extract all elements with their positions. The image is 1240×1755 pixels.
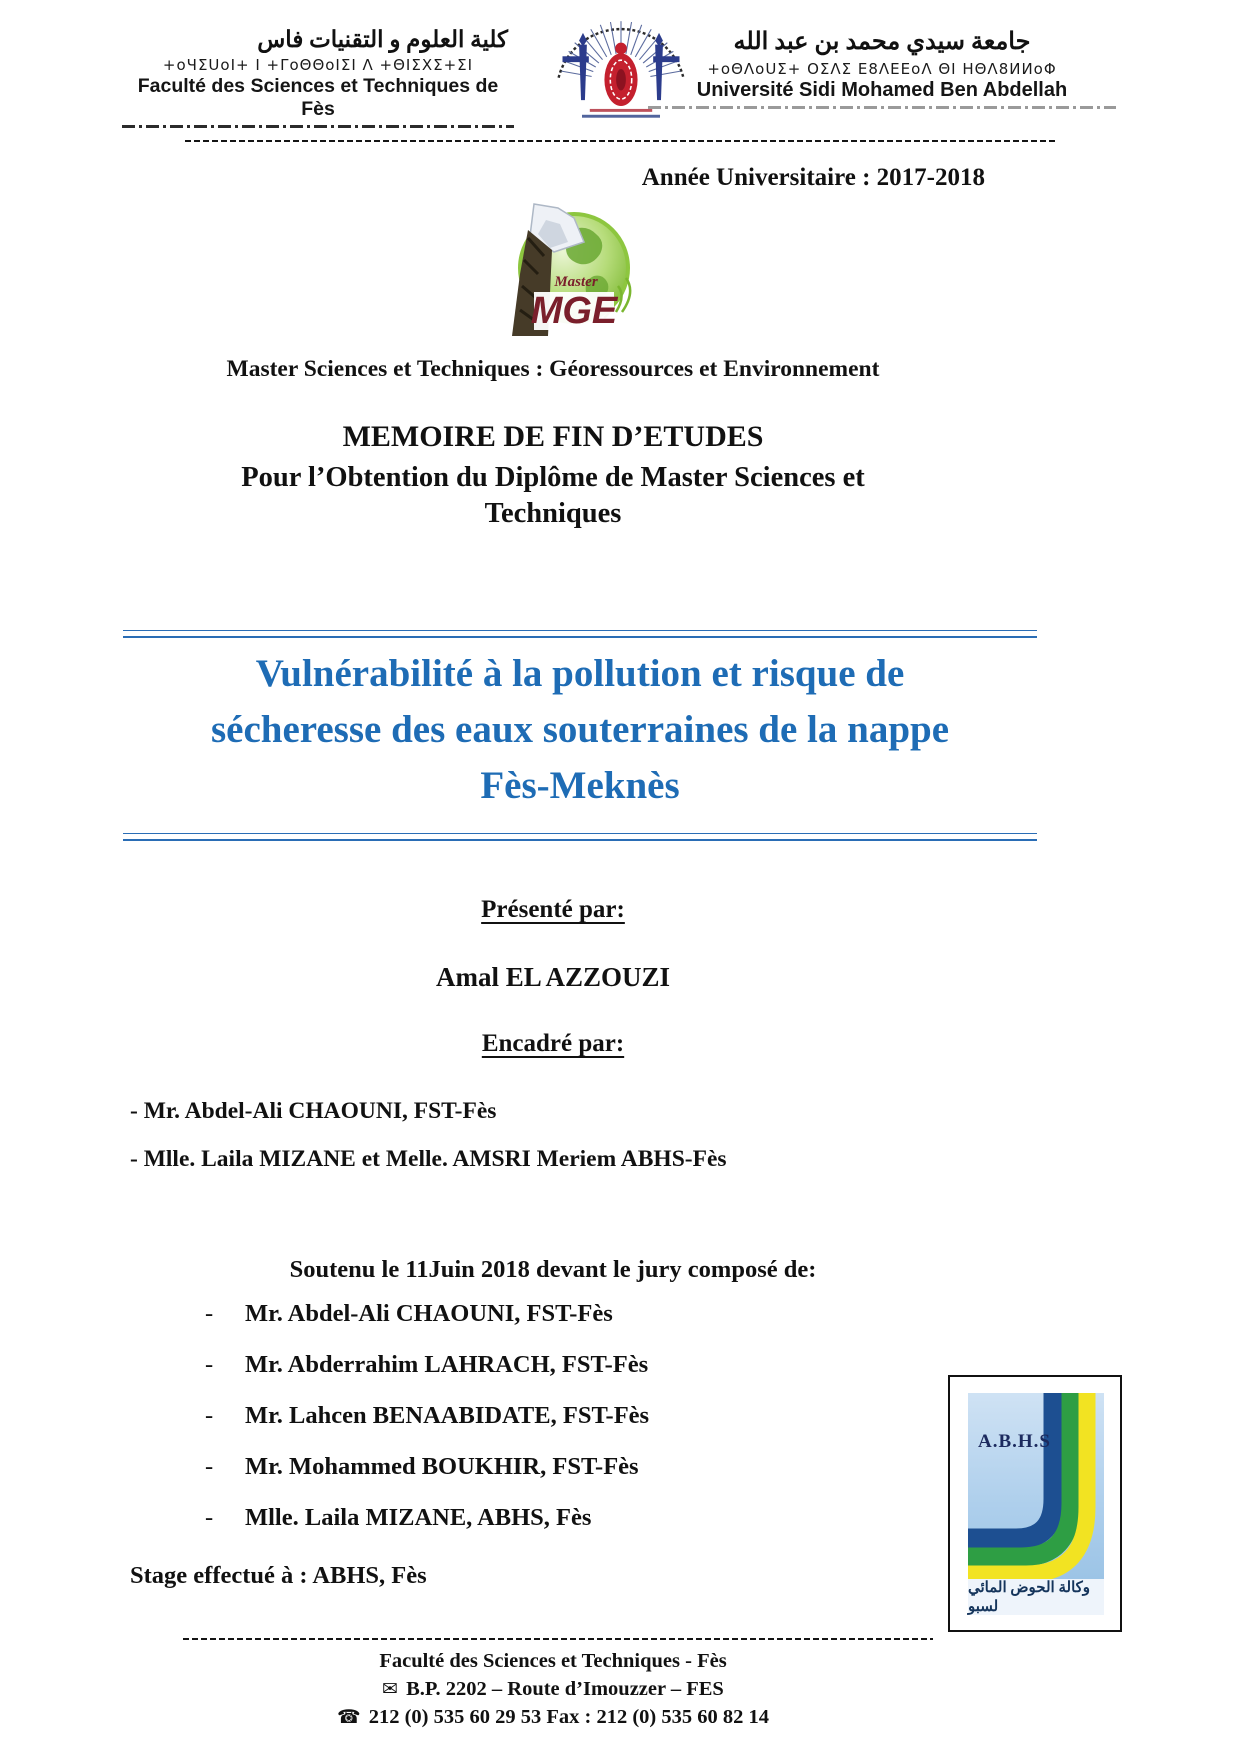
jury-member-row	[205, 1402, 649, 1430]
thesis-title-line-3: Fès-Meknès	[480, 764, 680, 807]
memoire-title: MEMOIRE DE FIN D’ETUDES	[342, 420, 764, 453]
program-line: Master Sciences et Techniques : Géoressources et Environnement	[226, 356, 880, 382]
footer-address-line	[123, 1678, 983, 1701]
memoire-subtitle-2: Techniques	[484, 498, 622, 529]
abhs-acronym: A.B.H.S	[978, 1431, 1051, 1452]
university-name-tifinagh: +oΘΛoUΣ+ OΣΛΣ Ε8ΛΕΕoΛ ΘΙ ΗΘΛ8ИИoΦ	[707, 59, 1057, 78]
abhs-arabic-strip	[968, 1579, 1104, 1615]
supervised-by-label: Encadré par:	[481, 1030, 625, 1057]
list-dash: -	[205, 1453, 214, 1480]
supervisor-item: - Mlle. Laila MIZANE et Melle. AMSRI Meriem ABHS-Fès	[130, 1146, 727, 1172]
faculty-name-arabic: كلية العلوم و التقنيات فاس	[257, 27, 508, 52]
footer-faculty-line: Faculté des Sciences et Techniques - Fès	[379, 1650, 727, 1672]
thesis-title-line-2: sécheresse des eaux souterraines de la nappe	[210, 708, 950, 751]
presented-by-label: Présenté par:	[481, 896, 625, 923]
internship-line: Stage effectué à : ABHS, Fès	[130, 1562, 427, 1589]
master-mge-logo	[476, 190, 640, 338]
bottom-dashed-separator	[183, 1638, 933, 1640]
jury-member-name: Mr. Lahcen BENAABIDATE, FST-Fès	[245, 1402, 650, 1429]
defense-intro-line: Soutenu le 11Juin 2018 devant le jury composé de:	[289, 1256, 817, 1283]
jury-member-row	[205, 1351, 649, 1379]
university-name-arabic: جامعة سيدي محمد بن عبد الله	[733, 29, 1031, 55]
footer-phone-line	[123, 1706, 983, 1729]
abhs-logo-image	[968, 1393, 1104, 1579]
list-dash: -	[205, 1402, 214, 1429]
memoire-subtitle-1: Pour l’Obtention du Diplôme de Master Sciences et	[241, 462, 865, 493]
thesis-title-line-1: Vulnérabilité à la pollution et risque de	[255, 652, 905, 695]
faculty-name-french: Faculté des Sciences et Techniques de Fès	[137, 74, 499, 120]
dash-dot-divider	[122, 125, 514, 128]
jury-member-name: Mr. Abdel-Ali CHAOUNI, FST-Fès	[245, 1300, 613, 1327]
mge-master-label: Master	[554, 274, 598, 290]
mail-icon: ✉	[382, 1678, 399, 1700]
university-name-french: Université Sidi Mohamed Ben Abdellah	[696, 78, 1068, 101]
jury-member-row	[205, 1300, 649, 1328]
footer-contact-block	[123, 1650, 983, 1734]
academic-year-line: Année Universitaire : 2017-2018	[641, 164, 985, 191]
abhs-logo	[948, 1375, 1122, 1632]
mge-globe-icon	[476, 190, 640, 338]
abhs-arabic-name: وكالة الحوض المائي لسبو	[968, 1580, 1091, 1615]
phone-icon: ☎	[337, 1706, 361, 1728]
header-left-institution	[122, 26, 514, 128]
thesis-title	[123, 646, 1037, 814]
footer-address-text: B.P. 2202 – Route d’Imouzzer – FES	[406, 1678, 724, 1700]
abhs-river-icon	[968, 1393, 1104, 1579]
faculty-name-tifinagh: +oЧΣUoI+ I +ΓoΘΘoIΣI Λ +ΘIΣXΣ+ΣI	[162, 55, 474, 74]
memoire-block	[123, 420, 983, 530]
author-name: Amal EL AZZOUZI	[435, 962, 671, 992]
mge-acronym: MGE	[530, 290, 618, 332]
list-dash: -	[205, 1504, 214, 1531]
list-dash: -	[205, 1351, 214, 1378]
jury-member-row	[205, 1453, 649, 1481]
jury-list	[205, 1300, 649, 1555]
footer-phone-text: 212 (0) 535 60 29 53 Fax : 212 (0) 535 60 82 14	[368, 1706, 769, 1728]
dash-dot-divider	[648, 106, 1116, 109]
jury-member-name: Mr. Mohammed BOUKHIR, FST-Fès	[245, 1453, 639, 1480]
jury-member-name: Mlle. Laila MIZANE, ABHS, Fès	[245, 1504, 592, 1531]
supervisors-list	[130, 1098, 727, 1194]
header-right-institution	[648, 28, 1116, 109]
title-rule-top	[123, 630, 1037, 638]
list-dash: -	[205, 1300, 214, 1327]
top-dashed-separator	[185, 140, 1055, 142]
jury-member-row	[205, 1504, 649, 1532]
jury-member-name: Mr. Abderrahim LAHRACH, FST-Fès	[245, 1351, 649, 1378]
title-rule-bottom	[123, 833, 1037, 841]
abhs-logo-inner	[968, 1393, 1104, 1615]
supervisor-item: - Mr. Abdel-Ali CHAOUNI, FST-Fès	[130, 1098, 497, 1124]
